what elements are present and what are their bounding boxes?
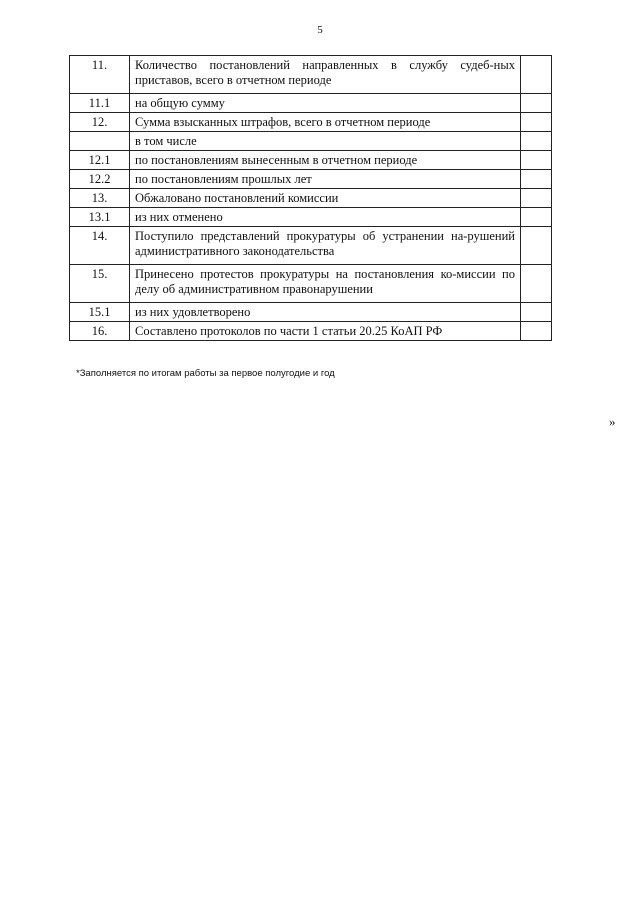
table-row — [70, 132, 552, 151]
row-description: Составлено протоколов по части 1 статьи 20.25 КоАП РФ — [130, 322, 521, 341]
row-description: Сумма взысканных штрафов, всего в отчетном периоде — [130, 113, 521, 132]
table-row — [70, 56, 552, 94]
table-row — [70, 227, 552, 265]
row-value — [521, 208, 552, 227]
row-value — [521, 170, 552, 189]
table-row — [70, 170, 552, 189]
row-value — [521, 227, 552, 265]
row-number: 13. — [70, 189, 130, 208]
row-value — [521, 265, 552, 303]
row-value — [521, 132, 552, 151]
row-value — [521, 322, 552, 341]
table-row — [70, 303, 552, 322]
row-number: 15.1 — [70, 303, 130, 322]
table-row — [70, 189, 552, 208]
row-description: из них удовлетворено — [130, 303, 521, 322]
row-value — [521, 151, 552, 170]
row-value — [521, 56, 552, 94]
row-number: 12.2 — [70, 170, 130, 189]
row-number: 12. — [70, 113, 130, 132]
row-description: Принесено протестов прокуратуры на постановления ко-миссии по делу об административном правонарушении — [130, 265, 521, 303]
row-number: 16. — [70, 322, 130, 341]
row-description: на общую сумму — [130, 94, 521, 113]
row-number: 11. — [70, 56, 130, 94]
row-number: 14. — [70, 227, 130, 265]
row-value — [521, 94, 552, 113]
page-number: 5 — [317, 24, 323, 36]
row-description: Обжаловано постановлений комиссии — [130, 189, 521, 208]
report-table — [69, 55, 552, 341]
row-value — [521, 189, 552, 208]
table-row — [70, 265, 552, 303]
row-number: 12.1 — [70, 151, 130, 170]
closing-quote-mark: » — [609, 414, 616, 429]
table-row — [70, 208, 552, 227]
row-description: из них отменено — [130, 208, 521, 227]
row-description: Количество постановлений направленных в службу судеб-ных приставов, всего в отчетном периоде — [130, 56, 521, 94]
row-description: по постановлениям прошлых лет — [130, 170, 521, 189]
table-row — [70, 113, 552, 132]
table-row — [70, 151, 552, 170]
footnote: *Заполняется по итогам работы за первое полугодие и год — [76, 368, 335, 379]
row-description: в том числе — [130, 132, 521, 151]
row-value — [521, 113, 552, 132]
row-number: 13.1 — [70, 208, 130, 227]
table-row — [70, 322, 552, 341]
row-number — [70, 132, 130, 151]
row-number: 15. — [70, 265, 130, 303]
row-value — [521, 303, 552, 322]
row-number: 11.1 — [70, 94, 130, 113]
row-description: Поступило представлений прокуратуры об устранении на-рушений административного законодательства — [130, 227, 521, 265]
table-row — [70, 94, 552, 113]
row-description: по постановлениям вынесенным в отчетном периоде — [130, 151, 521, 170]
